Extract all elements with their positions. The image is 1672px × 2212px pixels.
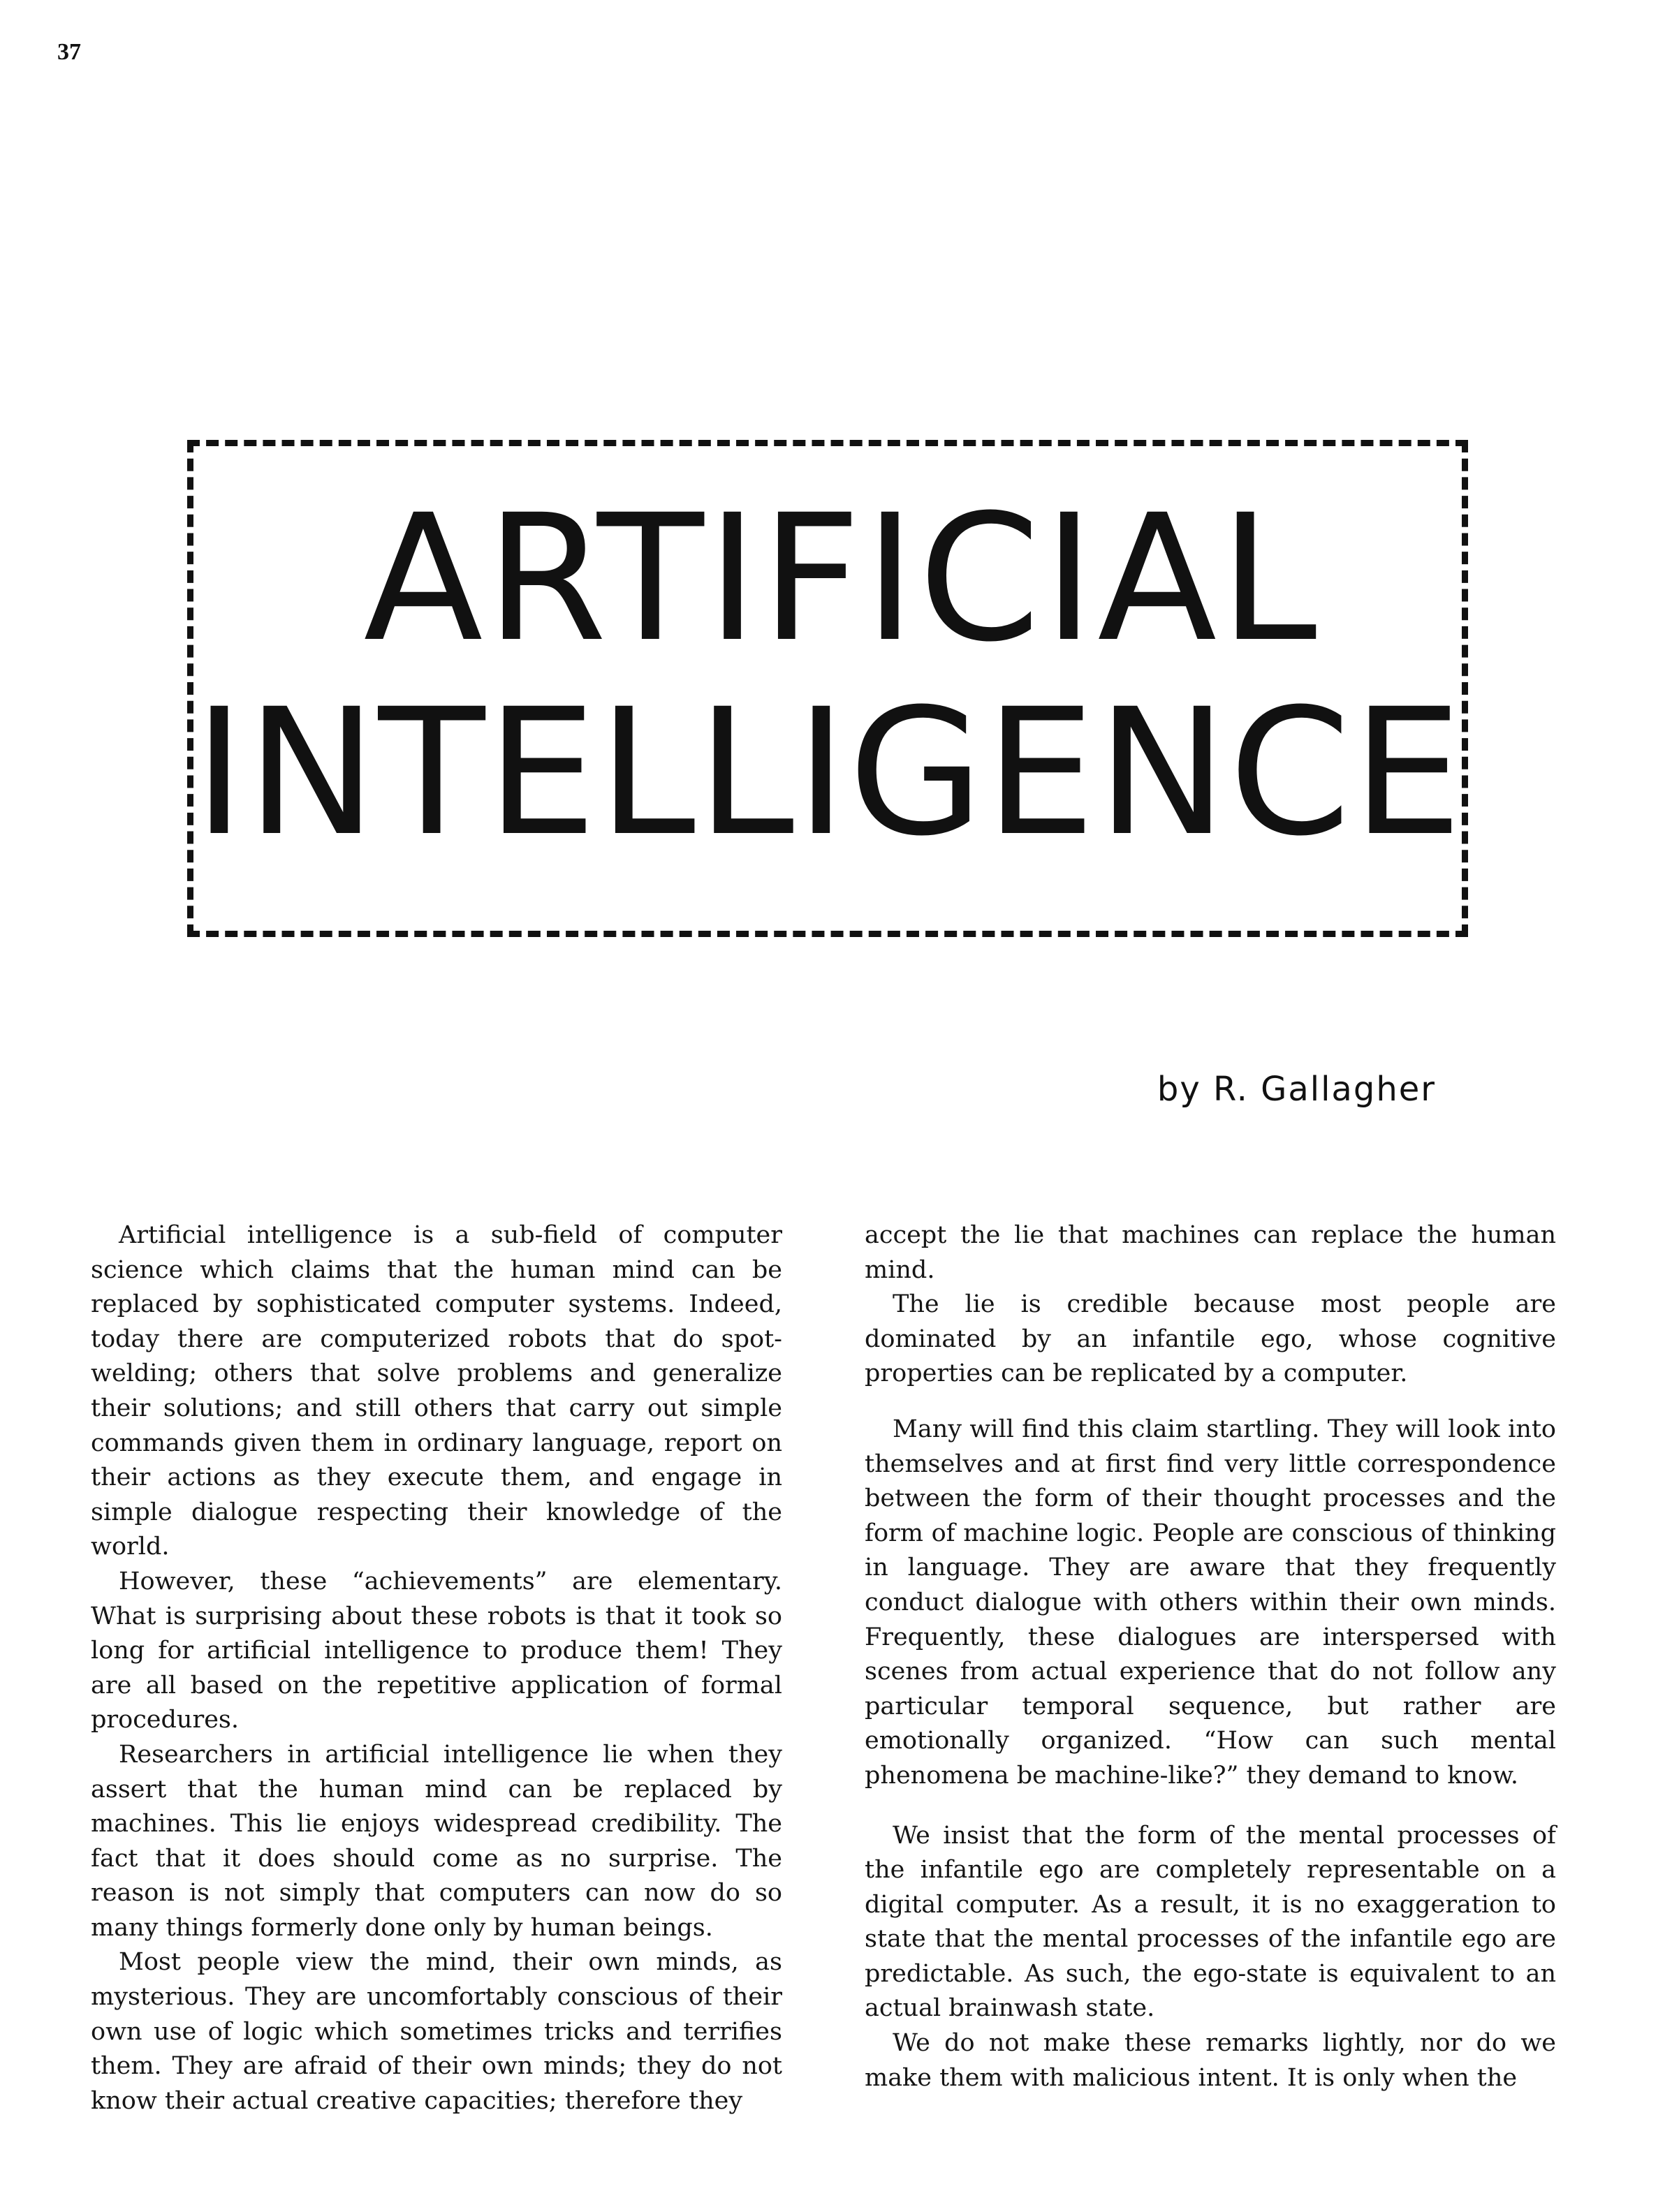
left-paragraph-4: Most people view the mind, their own minds, as mysterious. They are uncomfortably conscious of their own use of logic which sometimes tricks and terrifies them. They are afraid of their own minds; they do not know their actual creative capacities; therefore they	[91, 1948, 782, 2115]
left-paragraph-3: Researchers in artificial intelligence lie when they assert that the human mind can be replaced by machines. This lie enjoys widespread credibility. The fact that it does should come as no surprise. The reason is not simply that computers can now do so many things formerly done only by human beings.	[91, 1740, 782, 1942]
right-paragraph-3: Many will find this claim startling. They will look into themselves and at first find very little correspondence between the form of their thought processes and the form of machine logic. People are conscious of thinking in language. They are aware that they frequently conduct dialogue with others within their own minds. Frequently, these dialogues are interspersed with scenes from actual experience that do not follow any particular temporal sequence, but rather are emotionally organized. “How can such mental phenomena be machine-like?” they demand to know.	[865, 1415, 1556, 1790]
left-paragraph-2: However, these “achievements” are elementary. What is surprising about these robots is that it took so long for artificial intelligence to produce them! They are all based on the repetitive application of formal procedures.	[91, 1567, 782, 1734]
right-column	[865, 1218, 1556, 2095]
title-line-1: ARTIFICIAL	[363, 477, 1320, 680]
left-column	[91, 1218, 782, 2118]
title-box	[187, 440, 1468, 937]
right-paragraph-2: The lie is credible because most people are dominated by an infantile ego, whose cognitive properties can be replicated by a computer.	[865, 1290, 1556, 1388]
byline: by R. Gallagher	[1157, 1070, 1436, 1109]
right-paragraph-1: accept the lie that machines can replace the human mind.	[865, 1221, 1556, 1284]
page-number: 37	[57, 39, 81, 65]
left-paragraph-1: Artificial intelligence is a sub-field of computer science which claims that the human mind can be replaced by sophisticated computer systems. Indeed, today there are computerized robots that do spot-welding; others that solve problems and generalize their solutions; and still others that carry out simple commands given them in ordinary language, report on their actions as they execute them, and engage in simple dialogue respecting their knowledge of the world.	[91, 1221, 782, 1561]
right-paragraph-5: We do not make these remarks lightly, nor do we make them with malicious intent. It is only when the	[865, 2029, 1556, 2092]
title-line-2: INTELLIGENCE	[193, 671, 1464, 874]
right-paragraph-4: We insist that the form of the mental processes of the infantile ego are completely representable on a digital computer. As a result, it is no exaggeration to state that the mental processes of the infantile ego are predictable. As such, the ego-state is equivalent to an actual brainwash state.	[865, 1821, 1556, 2023]
